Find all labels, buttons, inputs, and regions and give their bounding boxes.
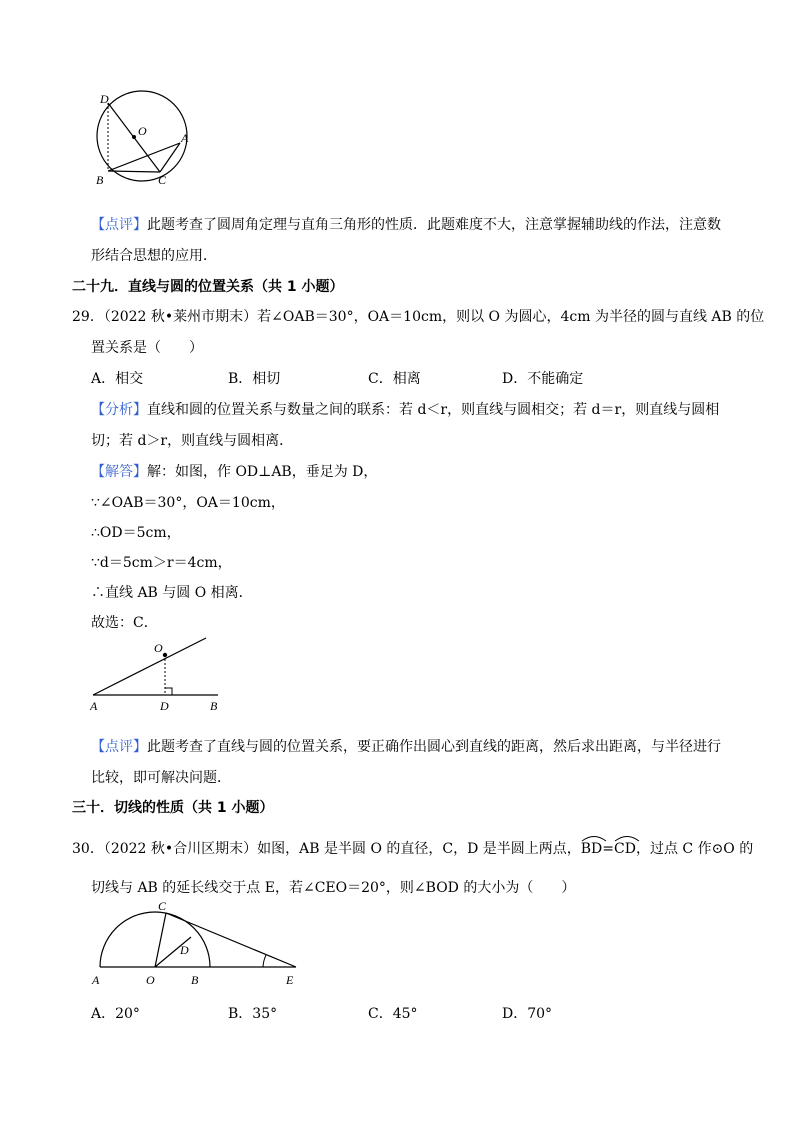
label-D: D (160, 699, 169, 713)
solution-29-line3: ∴OD＝5cm， (91, 525, 181, 541)
option-29-b: B．相切 (228, 371, 281, 387)
solution-29-line4: ∵d＝5cm＞r＝4cm， (91, 555, 232, 571)
label-O: O (146, 973, 155, 987)
label-C: C (158, 173, 167, 187)
option-30-b: B．35° (228, 1006, 278, 1022)
solution-29-line2: ∵∠OAB＝30°，OA＝10cm， (91, 495, 285, 511)
review-29-line1 (91, 736, 721, 756)
label-A: A (181, 131, 189, 145)
review-text: 此题考查了圆周角定理与直角三角形的性质．此题难度不大，注意掌握辅助线的作法，注意数 (147, 217, 721, 233)
review-28-line2: 形结合思想的应用． (91, 248, 217, 264)
analysis-text: 直线和圆的位置关系与数量之间的联系：若 d＜r，则直线与圆相交；若 d＝r，则直线与圆相 (147, 402, 720, 418)
label-A: A (92, 973, 100, 987)
option-29-c: C．相离 (368, 371, 421, 387)
line-figure-29 (88, 634, 228, 714)
label-B: B (210, 699, 218, 713)
solution-29-line1 (91, 461, 377, 481)
solution-29-line6: 故选：C． (91, 615, 158, 631)
option-30-d: D．70° (502, 1006, 553, 1022)
label-D: D (180, 943, 189, 957)
equals-sign: = (602, 841, 615, 857)
analysis-29-line1 (91, 399, 719, 419)
review-text: 此题考查了直线与圆的位置关系，要正确作出圆心到直线的距离，然后求出距离，与半径进行 (147, 739, 721, 755)
section-title-30: 三十．切线的性质（共 1 小题） (72, 800, 274, 816)
section-title-29: 二十九．直线与圆的位置关系（共 1 小题） (72, 279, 344, 295)
arc-bd: BD (581, 841, 603, 857)
analysis-29-line2: 切；若 d＞r，则直线与圆相离． (91, 433, 294, 449)
review-28-line1 (91, 214, 721, 234)
question-30-line2: 切线与 AB 的延长线交于点 E，若∠CEO＝20°，则∠BOD 的大小为（ ） (91, 880, 576, 896)
review-tag: 【点评】 (91, 739, 147, 755)
option-30-c: C．45° (368, 1006, 418, 1022)
label-C: C (158, 900, 167, 913)
label-E: E (286, 973, 294, 987)
label-B: B (191, 973, 199, 987)
label-A: A (90, 699, 98, 713)
analysis-tag: 【分析】 (91, 402, 147, 418)
circle-figure-28 (88, 88, 198, 193)
question-29-line2: 置关系是（ ） (91, 340, 203, 356)
solution-29-line5: ∴直线 AB 与圆 O 相离． (91, 585, 253, 601)
option-29-a: A．相交 (91, 371, 144, 387)
solution-text: 解：如图，作 OD⊥AB，垂足为 D， (147, 464, 378, 480)
question-text: 30．（2022 秋•合川区期末）如图，AB 是半圆 O 的直径，C，D 是半圆上两点， (72, 841, 581, 857)
solution-tag: 【解答】 (91, 464, 147, 480)
semicircle-figure-30 (88, 900, 308, 992)
review-29-line2: 比较，即可解决问题． (91, 770, 231, 786)
option-29-d: D．不能确定 (502, 371, 584, 387)
option-30-a: A．20° (91, 1006, 140, 1022)
label-O: O (138, 124, 147, 138)
label-O: O (154, 641, 163, 655)
label-D: D (100, 92, 109, 106)
question-29-line1: 29．（2022 秋•莱州市期末）若∠OAB＝30°，OA＝10cm，则以 O 为圆心，4cm 为半径的圆与直线 AB 的位 (72, 309, 765, 325)
review-tag: 【点评】 (91, 217, 147, 233)
arc-cd: CD (614, 841, 636, 857)
label-B: B (96, 173, 104, 187)
question-30-line1 (72, 838, 753, 858)
question-text: ，过点 C 作⊙O 的 (635, 841, 754, 857)
